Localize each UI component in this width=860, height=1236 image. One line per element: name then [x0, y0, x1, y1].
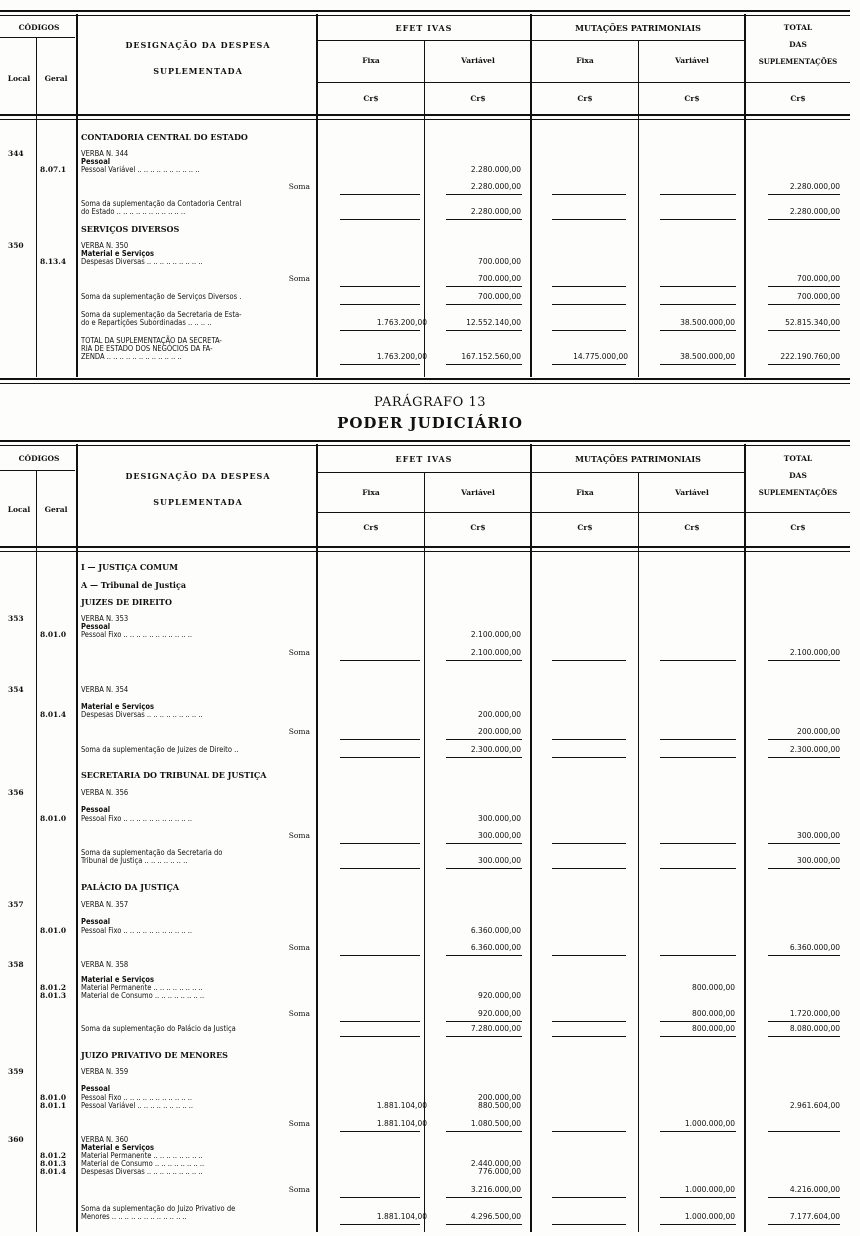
- value-rule: [340, 194, 420, 195]
- value-rule: [340, 1036, 420, 1037]
- code-local: 359: [8, 1067, 24, 1076]
- value-rule: [552, 1036, 626, 1037]
- value-mutacoes-variavel: 38.500.000,00: [680, 318, 735, 327]
- value-rule: [340, 660, 420, 661]
- top-header-bottom-rule: [0, 114, 850, 120]
- header-total-l1: TOTAL: [783, 23, 813, 32]
- value-rule: [340, 330, 420, 331]
- soma-label: Soma: [288, 727, 310, 736]
- value-rule: [660, 1224, 736, 1225]
- value-efetivas-variavel: 200.000,00: [478, 710, 521, 719]
- row-designation: Soma da suplementação do Juizo Privativo de: [81, 1204, 236, 1213]
- value-rule: [552, 330, 626, 331]
- paragraph-subtitle: PODER JUDICIÁRIO: [337, 414, 523, 432]
- header-mutacoes: MUTAÇÕES PATRIMONIAIS: [575, 23, 701, 33]
- row-designation: Material Permanente .. .. .. .. .. .. .. ..: [81, 1151, 203, 1160]
- header-efetivas-variavel: Variável: [461, 56, 495, 65]
- row-designation: VERBA N. 350: [81, 241, 129, 250]
- value-rule: [446, 364, 522, 365]
- row-designation: ZENDA .. .. .. .. .. .. .. .. .. .. .. ..: [81, 352, 182, 361]
- value-rule: [446, 739, 522, 740]
- value-rule: [660, 660, 736, 661]
- value-rule: [768, 843, 840, 844]
- value-efetivas-variavel: 920.000,00: [478, 1009, 521, 1018]
- row-designation: JUIZO PRIVATIVO DE MENORES: [81, 1050, 228, 1060]
- top-vline-codigos: [76, 14, 78, 377]
- currency-mutacoes-fixa-2: Cr$: [577, 523, 593, 532]
- value-efetivas-fixa: 1.881.104,00: [376, 1212, 427, 1221]
- value-efetivas-variavel: 2.300.000,00: [470, 745, 521, 754]
- value-rule: [340, 286, 420, 287]
- row-designation: VERBA N. 353: [81, 614, 129, 623]
- code-geral: 8.01.0: [40, 814, 67, 823]
- code-geral: 8.01.1: [40, 1101, 67, 1110]
- row-designation: RIA DE ESTADO DOS NEGÓCIOS DA FA-: [81, 344, 213, 353]
- bottom-vline-local: [36, 470, 37, 1232]
- code-local: 357: [8, 900, 24, 909]
- top-vline-local: [36, 37, 37, 377]
- header-total-l3: SUPLEMENTAÇÕES: [758, 57, 838, 66]
- header-designacao-2: DESIGNAÇÃO DA DESPESA: [125, 471, 271, 481]
- value-efetivas-variavel: 12.552.140,00: [466, 318, 521, 327]
- code-local: 354: [8, 685, 24, 694]
- currency-total: Cr$: [790, 94, 806, 103]
- row-designation: Material e Serviços: [81, 249, 154, 258]
- header-total-l1-2: TOTAL: [783, 454, 813, 463]
- code-geral: 8.07.1: [40, 165, 67, 174]
- bottom-vline-efetivas: [530, 444, 532, 1232]
- value-rule: [340, 1197, 420, 1198]
- value-rule: [660, 1197, 736, 1198]
- soma-label: Soma: [288, 182, 310, 191]
- value-rule: [660, 364, 736, 365]
- value-rule: [552, 219, 626, 220]
- value-efetivas-variavel: 300.000,00: [478, 814, 521, 823]
- row-designation: Material de Consumo .. .. .. .. .. .. .. ..: [81, 1159, 205, 1168]
- header-total-l2: DAS: [789, 40, 807, 49]
- value-total: 7.177.604,00: [789, 1212, 840, 1221]
- code-geral: 8.13.4: [40, 257, 67, 266]
- value-rule: [446, 194, 522, 195]
- value-mutacoes-variavel: 1.000.000,00: [684, 1212, 735, 1221]
- row-designation: Pessoal Fixo .. .. .. .. .. .. .. .. .. .. ..: [81, 630, 193, 639]
- header-efetivas-fixa-2: Fixa: [362, 488, 380, 497]
- value-rule: [552, 286, 626, 287]
- value-efetivas-fixa: 1.763.200,00: [376, 318, 427, 327]
- value-efetivas-variavel: 2.280.000,00: [470, 182, 521, 191]
- row-designation: Pessoal: [81, 157, 111, 166]
- row-designation: Pessoal: [81, 917, 111, 926]
- row-designation: PALÁCIO DA JUSTIÇA: [81, 882, 180, 892]
- code-local: 350: [8, 241, 24, 250]
- row-designation: Soma da suplementação do Palácio da Justiça: [81, 1024, 236, 1033]
- value-rule: [768, 194, 840, 195]
- value-rule: [660, 1036, 736, 1037]
- value-total: 2.100.000,00: [789, 648, 840, 657]
- bottom-vline-mutacoes: [744, 444, 746, 1232]
- value-rule: [340, 219, 420, 220]
- value-efetivas-variavel: 300.000,00: [478, 856, 521, 865]
- value-total: 700.000,00: [797, 274, 840, 283]
- header-designacao: DESIGNAÇÃO DA DESPESA: [125, 40, 271, 50]
- row-designation: Despesas Diversas .. .. .. .. .. .. .. .. ..: [81, 710, 203, 719]
- row-designation: I — JUSTIÇA COMUM: [81, 562, 178, 572]
- row-designation: Pessoal: [81, 622, 111, 631]
- row-designation: Pessoal Variável .. .. .. .. .. .. .. .. ..: [81, 1101, 194, 1110]
- value-rule: [446, 304, 522, 305]
- soma-label: Soma: [288, 1185, 310, 1194]
- row-designation: SECRETARIA DO TRIBUNAL DE JUSTIÇA: [81, 770, 267, 780]
- row-designation: Menores .. .. .. .. .. .. .. .. .. .. .. ..: [81, 1212, 187, 1221]
- value-total: 52.815.340,00: [785, 318, 840, 327]
- row-designation: VERBA N. 359: [81, 1067, 129, 1076]
- currency-mutacoes-fixa: Cr$: [577, 94, 593, 103]
- value-rule: [340, 364, 420, 365]
- currency-mutacoes-variavel-2: Cr$: [684, 523, 700, 532]
- code-geral: 8.01.0: [40, 1093, 67, 1102]
- header-mutacoes-fixa: Fixa: [576, 56, 594, 65]
- header-mutacoes-variavel: Variável: [675, 56, 709, 65]
- value-rule: [552, 955, 626, 956]
- value-total: 2.300.000,00: [789, 745, 840, 754]
- header-suplementada-2: SUPLEMENTADA: [153, 497, 243, 507]
- row-designation: Despesas Diversas .. .. .. .. .. .. .. .. ..: [81, 1167, 203, 1176]
- value-rule: [768, 286, 840, 287]
- row-designation: VERBA N. 356: [81, 788, 129, 797]
- code-local: 358: [8, 960, 24, 969]
- row-designation: VERBA N. 354: [81, 685, 129, 694]
- value-efetivas-variavel: 4.296.500,00: [470, 1212, 521, 1221]
- code-local: 356: [8, 788, 24, 797]
- soma-label: Soma: [288, 648, 310, 657]
- currency-mutacoes-variavel: Cr$: [684, 94, 700, 103]
- value-rule: [446, 1224, 522, 1225]
- value-rule: [660, 739, 736, 740]
- row-designation: Pessoal Variável .. .. .. .. .. .. .. .. .. ..: [81, 165, 200, 174]
- value-rule: [552, 1131, 626, 1132]
- value-rule: [768, 1021, 840, 1022]
- value-rule: [552, 194, 626, 195]
- value-total: 8.080.000,00: [789, 1024, 840, 1033]
- soma-label: Soma: [288, 831, 310, 840]
- row-designation: Pessoal: [81, 805, 111, 814]
- value-total: 300.000,00: [797, 831, 840, 840]
- value-rule: [660, 1131, 736, 1132]
- value-mutacoes-variavel: 800.000,00: [692, 1024, 735, 1033]
- top-table-end-rule: [0, 378, 850, 384]
- currency-efetivas-variavel: Cr$: [470, 94, 486, 103]
- value-total: 6.360.000,00: [789, 943, 840, 952]
- value-rule: [660, 219, 736, 220]
- row-designation: do Estado .. .. .. .. .. .. .. .. .. .. ..: [81, 207, 186, 216]
- row-designation: Material e Serviços: [81, 1143, 154, 1152]
- value-efetivas-variavel: 6.360.000,00: [470, 943, 521, 952]
- value-efetivas-fixa: 1.763.200,00: [376, 352, 427, 361]
- soma-label: Soma: [288, 943, 310, 952]
- row-designation: VERBA N. 344: [81, 149, 129, 158]
- paragraph-title: PARÁGRAFO 13: [373, 395, 487, 410]
- value-rule: [340, 739, 420, 740]
- value-efetivas-variavel: 2.280.000,00: [470, 165, 521, 174]
- value-efetivas-variavel: 1.080.500,00: [470, 1119, 521, 1128]
- row-designation: A — Tribunal de Justiça: [81, 580, 186, 590]
- code-geral: 8.01.2: [40, 983, 67, 992]
- value-efetivas-variavel: 200.000,00: [478, 727, 521, 736]
- header-currency-rule: [318, 82, 850, 83]
- header-currency-rule-2: [318, 512, 850, 513]
- soma-label: Soma: [288, 1009, 310, 1018]
- row-designation: Material e Serviços: [81, 702, 154, 711]
- value-rule: [768, 1131, 840, 1132]
- value-rule: [340, 868, 420, 869]
- value-efetivas-variavel: 776.000,00: [478, 1167, 521, 1176]
- value-rule: [340, 1131, 420, 1132]
- code-geral: 8.01.3: [40, 991, 67, 1000]
- row-designation: Soma da suplementação de Juizes de Direito ..: [81, 745, 239, 754]
- row-designation: do e Repartições Subordinadas .. .. .. ..: [81, 318, 212, 327]
- value-mutacoes-variavel: 38.500.000,00: [680, 352, 735, 361]
- value-rule: [340, 843, 420, 844]
- header-local: Local: [7, 74, 31, 83]
- value-mutacoes-variavel: 1.000.000,00: [684, 1185, 735, 1194]
- header-mutacoes-2: MUTAÇÕES PATRIMONIAIS: [575, 454, 701, 464]
- value-rule: [660, 304, 736, 305]
- header-total-l3-2: SUPLEMENTAÇÕES: [758, 488, 838, 497]
- soma-label: Soma: [288, 1119, 310, 1128]
- row-designation: TOTAL DA SUPLEMENTAÇÃO DA SECRETA-: [81, 336, 222, 345]
- header-mutacoes-fixa-2: Fixa: [576, 488, 594, 497]
- value-efetivas-fixa: 1.881.104,00: [376, 1101, 427, 1110]
- value-efetivas-variavel: 200.000,00: [478, 1093, 521, 1102]
- bottom-vline-mutacoes-mid: [638, 472, 639, 1232]
- value-rule: [552, 1224, 626, 1225]
- value-rule: [768, 1036, 840, 1037]
- value-total: 1.720.000,00: [789, 1009, 840, 1018]
- top-vline-mutacoes: [744, 14, 746, 377]
- value-rule: [768, 364, 840, 365]
- currency-total-2: Cr$: [790, 523, 806, 532]
- value-rule: [552, 757, 626, 758]
- currency-efetivas-variavel-2: Cr$: [470, 523, 486, 532]
- header-efetivas-fixa: Fixa: [362, 56, 380, 65]
- value-total: 700.000,00: [797, 292, 840, 301]
- value-rule: [340, 1224, 420, 1225]
- row-designation: Material Permanente .. .. .. .. .. .. .. ..: [81, 983, 203, 992]
- value-rule: [340, 955, 420, 956]
- value-rule: [446, 955, 522, 956]
- value-rule: [552, 660, 626, 661]
- header-codigos-underline: [0, 37, 75, 38]
- value-efetivas-variavel: 2.100.000,00: [470, 648, 521, 657]
- currency-efetivas-fixa: Cr$: [363, 94, 379, 103]
- top-vline-mutacoes-mid: [638, 40, 639, 377]
- code-geral: 8.01.2: [40, 1151, 67, 1160]
- value-rule: [446, 757, 522, 758]
- value-rule: [552, 364, 626, 365]
- bottom-table-rule: [0, 440, 850, 446]
- value-rule: [660, 194, 736, 195]
- header-codigos-underline-2: [0, 470, 75, 471]
- value-total: 2.280.000,00: [789, 207, 840, 216]
- value-efetivas-variavel: 2.100.000,00: [470, 630, 521, 639]
- value-rule: [768, 955, 840, 956]
- row-designation: JUIZES DE DIREITO: [81, 597, 172, 607]
- value-efetivas-variavel: 2.280.000,00: [470, 207, 521, 216]
- row-designation: Pessoal Fixo .. .. .. .. .. .. .. .. .. .. ..: [81, 926, 193, 935]
- value-rule: [552, 843, 626, 844]
- value-rule: [552, 868, 626, 869]
- value-efetivas-variavel: 2.440.000,00: [470, 1159, 521, 1168]
- value-efetivas-variavel: 880.500,00: [478, 1101, 521, 1110]
- value-rule: [768, 739, 840, 740]
- header-mutacoes-variavel-2: Variável: [675, 488, 709, 497]
- value-mutacoes-variavel: 800.000,00: [692, 983, 735, 992]
- value-efetivas-fixa: 1.881.104,00: [376, 1119, 427, 1128]
- value-rule: [660, 955, 736, 956]
- row-designation: VERBA N. 357: [81, 900, 129, 909]
- header-geral: Geral: [44, 74, 68, 83]
- value-rule: [446, 286, 522, 287]
- value-rule: [660, 330, 736, 331]
- value-efetivas-variavel: 700.000,00: [478, 257, 521, 266]
- value-efetivas-variavel: 700.000,00: [478, 274, 521, 283]
- value-efetivas-variavel: 167.152.560,00: [461, 352, 521, 361]
- value-rule: [446, 660, 522, 661]
- value-rule: [552, 1197, 626, 1198]
- header-suplementada: SUPLEMENTADA: [153, 66, 243, 76]
- header-codigos: CÓDIGOS: [18, 23, 60, 32]
- row-designation: Despesas Diversas .. .. .. .. .. .. .. .. ..: [81, 257, 203, 266]
- value-rule: [552, 1021, 626, 1022]
- value-efetivas-variavel: 3.216.000,00: [470, 1185, 521, 1194]
- row-designation: Soma da suplementação de Serviços Diversos .: [81, 292, 242, 301]
- code-local: 353: [8, 614, 24, 623]
- row-designation: Soma da suplementação da Contadoria Central: [81, 199, 242, 208]
- value-efetivas-variavel: 700.000,00: [478, 292, 521, 301]
- value-rule: [446, 868, 522, 869]
- code-geral: 8.01.4: [40, 1167, 67, 1176]
- row-designation: CONTADORIA CENTRAL DO ESTADO: [81, 132, 248, 142]
- row-designation: Pessoal Fixo .. .. .. .. .. .. .. .. .. .. ..: [81, 814, 193, 823]
- code-geral: 8.01.0: [40, 630, 67, 639]
- bottom-vline-designacao: [316, 444, 318, 1232]
- value-rule: [340, 1021, 420, 1022]
- value-mutacoes-variavel: 1.000.000,00: [684, 1119, 735, 1128]
- value-rule: [446, 1131, 522, 1132]
- value-rule: [340, 757, 420, 758]
- value-rule: [340, 304, 420, 305]
- row-designation: Tribunal de Justiça .. .. .. .. .. .. ..: [81, 856, 188, 865]
- top-vline-efetivas: [530, 14, 532, 377]
- row-designation: VERBA N. 358: [81, 960, 129, 969]
- value-rule: [768, 219, 840, 220]
- bottom-header-bottom-rule: [0, 546, 850, 552]
- value-rule: [446, 330, 522, 331]
- value-rule: [768, 304, 840, 305]
- header-total-l2-2: DAS: [789, 471, 807, 480]
- value-total: 4.216.000,00: [789, 1185, 840, 1194]
- value-efetivas-variavel: 920.000,00: [478, 991, 521, 1000]
- code-geral: 8.01.3: [40, 1159, 67, 1168]
- row-designation: Pessoal: [81, 1084, 111, 1093]
- value-rule: [660, 868, 736, 869]
- row-designation: Material e Serviços: [81, 975, 154, 984]
- row-designation: SERVIÇOS DIVERSOS: [81, 224, 180, 234]
- value-rule: [768, 660, 840, 661]
- value-rule: [446, 1021, 522, 1022]
- value-rule: [768, 330, 840, 331]
- value-rule: [660, 286, 736, 287]
- value-rule: [660, 843, 736, 844]
- value-rule: [446, 843, 522, 844]
- value-mutacoes-fixa: 14.775.000,00: [573, 352, 628, 361]
- code-geral: 8.01.4: [40, 710, 67, 719]
- value-rule: [446, 219, 522, 220]
- value-rule: [768, 868, 840, 869]
- value-rule: [768, 1224, 840, 1225]
- top-table-rule: [0, 10, 850, 16]
- value-efetivas-variavel: 7.280.000,00: [470, 1024, 521, 1033]
- value-efetivas-variavel: 300.000,00: [478, 831, 521, 840]
- value-rule: [446, 1036, 522, 1037]
- soma-label: Soma: [288, 274, 310, 283]
- header-efetivas: EFET IVAS: [395, 23, 453, 33]
- code-local: 344: [8, 149, 24, 158]
- row-designation: Material de Consumo .. .. .. .. .. .. .. ..: [81, 991, 205, 1000]
- bottom-vline-efetivas-mid: [424, 472, 425, 1232]
- value-total: 200.000,00: [797, 727, 840, 736]
- code-local: 360: [8, 1135, 24, 1144]
- currency-efetivas-fixa-2: Cr$: [363, 523, 379, 532]
- value-rule: [768, 1197, 840, 1198]
- header-geral-2: Geral: [44, 505, 68, 514]
- value-rule: [446, 1197, 522, 1198]
- header-codigos-2: CÓDIGOS: [18, 454, 60, 463]
- value-rule: [552, 304, 626, 305]
- value-rule: [660, 1021, 736, 1022]
- row-designation: Soma da suplementação da Secretaria de Esta-: [81, 310, 242, 319]
- header-local-2: Local: [7, 505, 31, 514]
- header-efetivas-variavel-2: Variável: [461, 488, 495, 497]
- value-total: 222.190.760,00: [780, 352, 840, 361]
- row-designation: VERBA N. 360: [81, 1135, 129, 1144]
- value-rule: [768, 757, 840, 758]
- value-efetivas-variavel: 6.360.000,00: [470, 926, 521, 935]
- header-efetivas-2: EFET IVAS: [395, 454, 453, 464]
- value-total: 2.280.000,00: [789, 182, 840, 191]
- code-geral: 8.01.0: [40, 926, 67, 935]
- value-mutacoes-variavel: 800.000,00: [692, 1009, 735, 1018]
- top-vline-designacao: [316, 14, 318, 377]
- value-rule: [552, 739, 626, 740]
- value-total: 2.961.604,00: [789, 1101, 840, 1110]
- value-total: 300.000,00: [797, 856, 840, 865]
- row-designation: Pessoal Fixo .. .. .. .. .. .. .. .. .. .. ..: [81, 1093, 193, 1102]
- value-rule: [660, 757, 736, 758]
- row-designation: Soma da suplementação da Secretaria do: [81, 848, 223, 857]
